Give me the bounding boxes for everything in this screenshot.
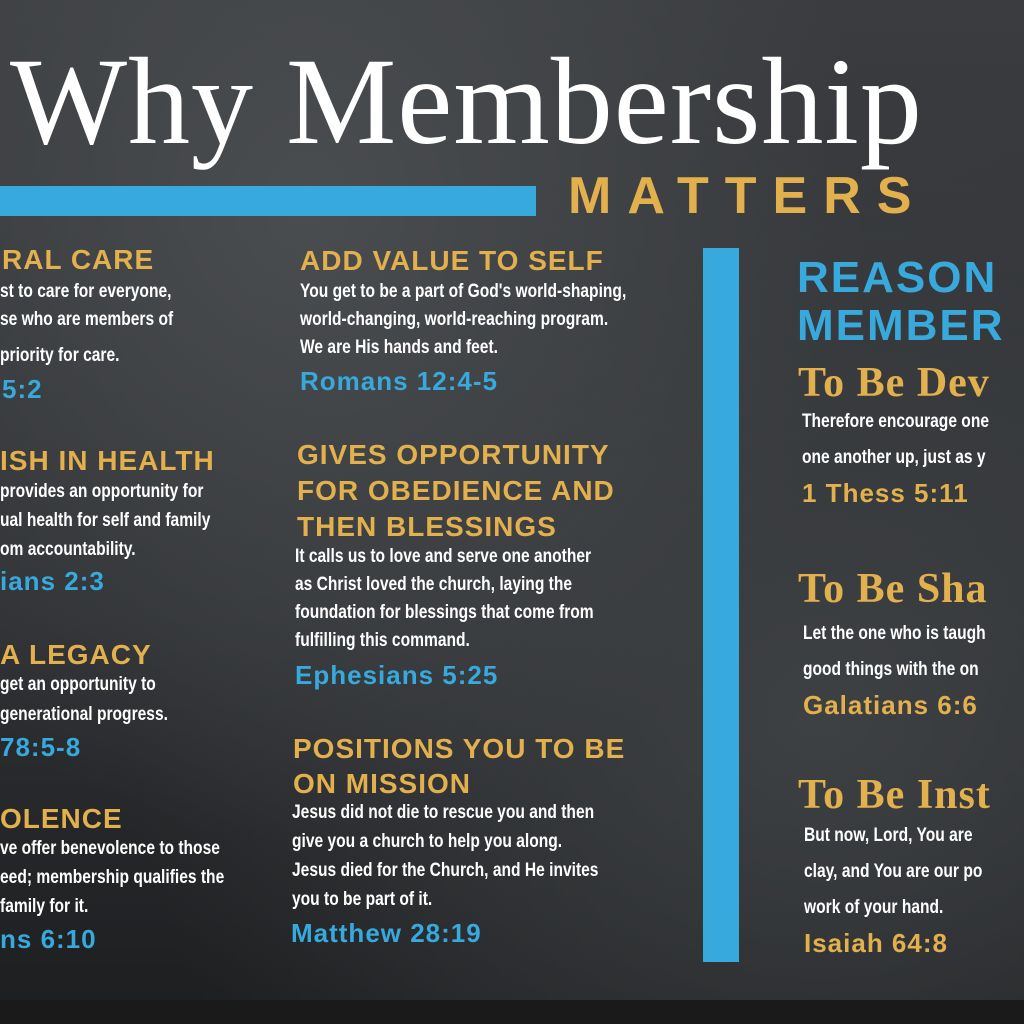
mid-section-2-heading-line-1: GIVES OPPORTUNITY xyxy=(297,439,610,470)
right-heading-line-1: REASON xyxy=(797,253,998,302)
right-item-3-line-2: clay, and You are our po xyxy=(804,861,983,882)
mid-section-2-ref: Ephesians 5:25 xyxy=(295,660,499,690)
mid-section-3-line-3: Jesus died for the Church, and He invites xyxy=(292,860,599,881)
right-item-3-line-1: But now, Lord, You are xyxy=(804,825,973,846)
left-section-2-line-2: ual health for self and family xyxy=(0,510,211,531)
vertical-divider-bar xyxy=(703,248,739,962)
title-underline-bar xyxy=(0,186,536,216)
mid-section-3-ref: Matthew 28:19 xyxy=(291,918,482,948)
page-title: Why Membership xyxy=(10,33,923,170)
mid-section-2-line-2: as Christ loved the church, laying the xyxy=(295,574,573,595)
right-item-3-ref: Isaiah 64:8 xyxy=(804,928,948,958)
mid-section-2-line-3: foundation for blessings that come from xyxy=(295,602,594,623)
right-item-2-ref: Galatians 6:6 xyxy=(803,690,978,720)
left-section-4-ref: ns 6:10 xyxy=(0,924,97,954)
mid-section-3-heading-line-1: POSITIONS YOU TO BE xyxy=(293,733,626,764)
left-section-4-heading: OLENCE xyxy=(0,803,123,834)
left-section-3-line-2: generational progress. xyxy=(0,704,168,725)
left-section-1-ref: 5:2 xyxy=(2,374,43,404)
right-item-1-heading: To Be Dev xyxy=(798,360,990,406)
left-section-4-line-3: family for it. xyxy=(0,896,89,917)
mid-section-2-heading-line-3: THEN BLESSINGS xyxy=(297,511,557,542)
mid-section-3-heading-line-2: ON MISSION xyxy=(293,768,472,799)
right-item-2-line-1: Let the one who is taugh xyxy=(803,623,986,644)
left-section-1-heading: RAL CARE xyxy=(2,244,155,275)
left-section-4-line-1: ve offer benevolence to those xyxy=(0,838,220,859)
left-section-2-line-3: om accountability. xyxy=(0,539,136,560)
mid-section-1-line-2: world-changing, world-reaching program. xyxy=(300,309,609,330)
mid-section-2-heading-line-2: FOR OBEDIENCE AND xyxy=(297,475,615,506)
right-item-2-heading: To Be Sha xyxy=(798,566,988,612)
right-item-2-line-2: good things with the on xyxy=(803,659,979,680)
mid-section-1-line-1: You get to be a part of God's world-shaping, xyxy=(300,281,627,302)
right-item-1-line-1: Therefore encourage one xyxy=(802,411,990,432)
left-section-1-line-2: se who are members of xyxy=(0,309,174,330)
left-section-2-ref: ians 2:3 xyxy=(0,566,105,596)
bottom-edge xyxy=(0,1000,1024,1024)
left-section-3-ref: 78:5-8 xyxy=(0,732,82,762)
left-section-2-heading: ISH IN HEALTH xyxy=(0,445,215,476)
right-item-1-line-2: one another up, just as y xyxy=(802,447,986,468)
left-section-3-line-1: get an opportunity to xyxy=(0,674,156,695)
right-heading-line-2: MEMBER xyxy=(797,301,1005,350)
left-section-2-line-1: provides an opportunity for xyxy=(0,481,204,502)
mid-section-3-line-1: Jesus did not die to rescue you and then xyxy=(292,802,595,823)
mid-section-3-line-4: you to be part of it. xyxy=(292,889,433,910)
mid-section-1-heading: ADD VALUE TO SELF xyxy=(300,245,604,276)
right-item-3-heading: To Be Inst xyxy=(798,772,991,818)
mid-section-2-line-1: It calls us to love and serve one another xyxy=(295,546,592,567)
mid-section-1-ref: Romans 12:4-5 xyxy=(300,366,498,396)
left-section-3-heading: A LEGACY xyxy=(0,639,152,670)
page-subtitle: MATTERS xyxy=(568,167,928,225)
mid-section-3-line-2: give you a church to help you along. xyxy=(292,831,563,852)
left-section-4-line-2: eed; membership qualifies the xyxy=(0,867,225,888)
left-section-1-line-3: priority for care. xyxy=(0,345,120,366)
right-item-1-ref: 1 Thess 5:11 xyxy=(802,478,969,508)
mid-section-1-line-3: We are His hands and feet. xyxy=(300,337,498,358)
right-item-3-line-3: work of your hand. xyxy=(804,897,944,918)
left-section-1-line-1: st to care for everyone, xyxy=(0,281,172,302)
mid-section-2-line-4: fulfilling this command. xyxy=(295,630,470,651)
